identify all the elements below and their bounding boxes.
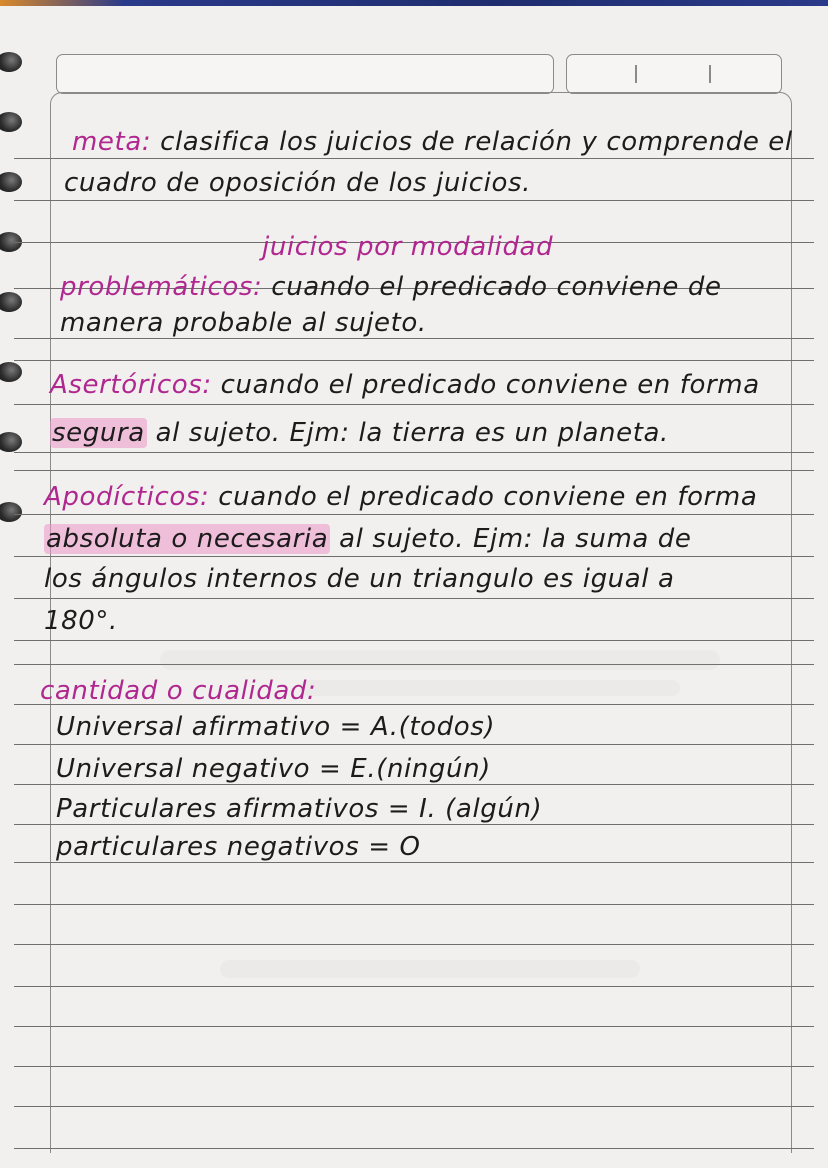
list-item-text: Universal afirmativo = A.(todos): [56, 712, 496, 742]
list-item: [56, 832, 828, 862]
ruled-line: [14, 1066, 814, 1067]
top-edge: [0, 0, 828, 6]
definition-text: cuando el predicado conviene de: [271, 272, 722, 302]
term-label: problemáticos:: [60, 272, 263, 302]
binding-ring: [0, 292, 22, 312]
section-heading: cantidad o cualidad:: [40, 676, 317, 706]
apodicticos-line-2: [44, 524, 828, 554]
highlighted-text: segura: [52, 418, 145, 448]
meta-line-2: [64, 168, 828, 198]
binding-ring: [0, 362, 22, 382]
ruled-line: [14, 784, 814, 785]
list-item-text: Particulares afirmativos = I. (algún): [56, 794, 543, 824]
header-title-box: [56, 54, 554, 94]
bleed-through-mark: [160, 650, 720, 670]
meta-label: meta:: [72, 127, 152, 157]
ruled-line: [14, 338, 814, 339]
ruled-line: [14, 1026, 814, 1027]
definition-text: manera probable al sujeto.: [60, 308, 427, 338]
term-label: Apodícticos:: [44, 482, 210, 512]
definition-text: cuando el predicado conviene en forma: [218, 482, 758, 512]
definition-text: cuando el predicado conviene en forma: [220, 370, 760, 400]
ruled-line: [14, 158, 814, 159]
list-item-text: particulares negativos = O: [56, 832, 421, 862]
apodicticos-line-4: [44, 606, 828, 636]
definition-text: al sujeto. Ejm: la suma de: [339, 524, 692, 554]
definition-text: 180°.: [44, 606, 118, 636]
ruled-line: [14, 1148, 814, 1149]
ruled-line: [14, 944, 814, 945]
list-item: [56, 794, 828, 824]
apodicticos-line-3: [44, 564, 828, 594]
binding-ring: [0, 112, 22, 132]
ruled-line: [14, 986, 814, 987]
ruled-line: [14, 556, 814, 557]
meta-line-1: [72, 127, 828, 157]
binding-ring: [0, 502, 22, 522]
highlighted-text: absoluta o necesaria: [46, 524, 329, 554]
spiral-binding: [0, 40, 26, 560]
list-item: [56, 754, 828, 784]
heading-modalidad: [262, 232, 828, 262]
binding-ring: [0, 172, 22, 192]
ruled-line: [14, 360, 814, 361]
ruled-line: [14, 640, 814, 641]
problematicos-line-2: [60, 308, 828, 338]
binding-ring: [0, 432, 22, 452]
ruled-line: [14, 514, 814, 515]
ruled-line: [14, 452, 814, 453]
ruled-line: [14, 1106, 814, 1107]
meta-text: cuadro de oposición de los juicios.: [64, 168, 531, 198]
binding-ring: [0, 52, 22, 72]
date-separator: [635, 65, 637, 83]
ruled-line: [14, 904, 814, 905]
list-item: [56, 712, 828, 742]
ruled-line: [14, 470, 814, 471]
header-date-box: [566, 54, 782, 94]
asertoricos-line-1: [50, 370, 828, 400]
heading-cantidad: [40, 676, 828, 706]
bleed-through-mark: [220, 960, 640, 978]
ruled-line: [14, 862, 814, 863]
list-item-text: Universal negativo = E.(ningún): [56, 754, 491, 784]
term-label: Asertóricos:: [50, 370, 212, 400]
section-heading: juicios por modalidad: [262, 232, 554, 262]
problematicos-line-1: [60, 272, 828, 302]
ruled-line: [14, 200, 814, 201]
meta-text: clasifica los juicios de relación y comprende el: [160, 127, 793, 157]
ruled-line: [14, 824, 814, 825]
definition-text: los ángulos internos de un triangulo es igual a: [44, 564, 675, 594]
apodicticos-line-1: [44, 482, 828, 512]
ruled-line: [14, 598, 814, 599]
date-separator: [709, 65, 711, 83]
ruled-line: [14, 744, 814, 745]
definition-text: al sujeto. Ejm: la tierra es un planeta.: [155, 418, 669, 448]
asertoricos-line-2: [50, 418, 828, 448]
ruled-line: [14, 404, 814, 405]
